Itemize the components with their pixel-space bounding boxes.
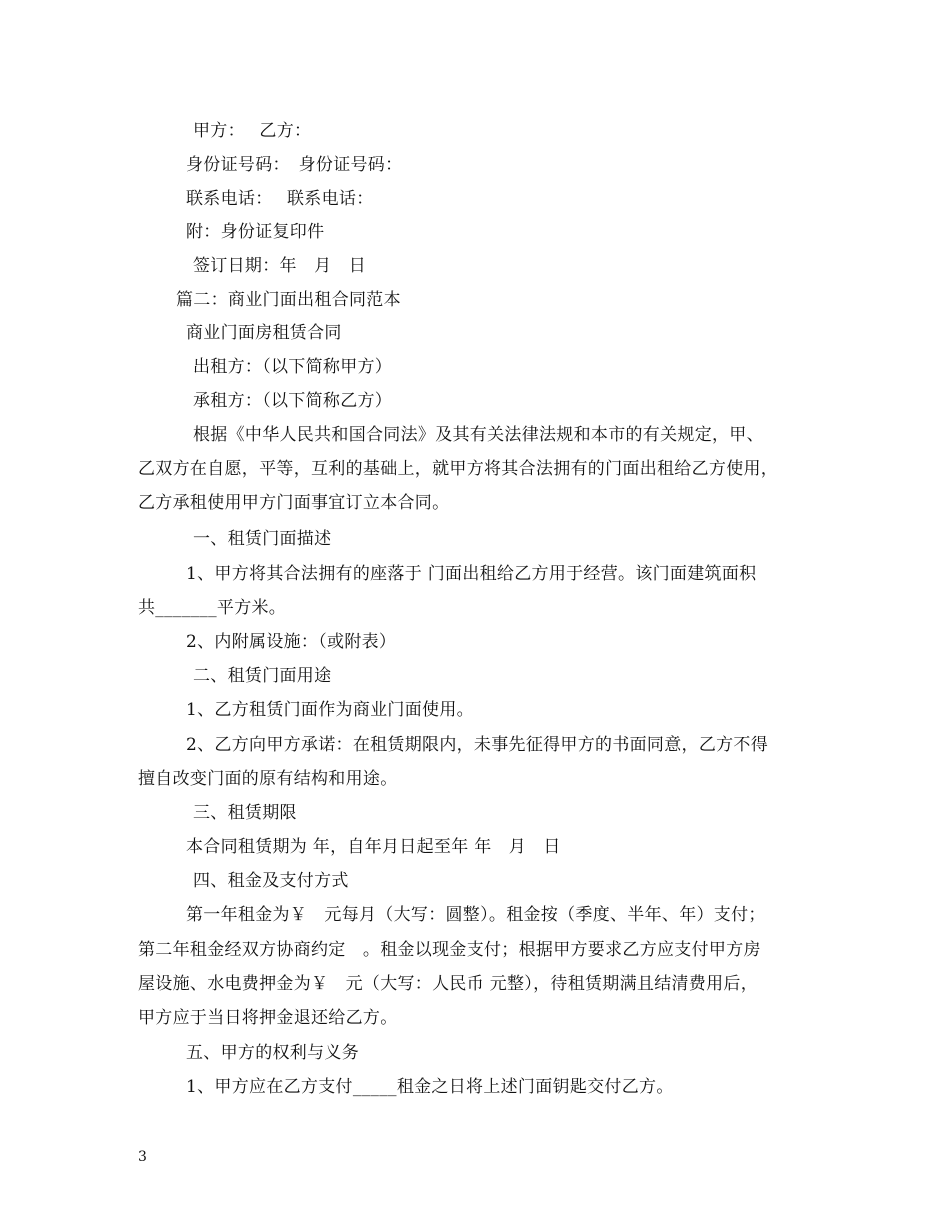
party-a-b-line: 甲方： 乙方：	[193, 121, 312, 141]
phone-line: 联系电话： 联系电话：	[186, 189, 374, 209]
section-title: 篇二：商业门面出租合同范本	[176, 290, 401, 310]
clause-4-1: 第一年租金为￥ 元每月（大写：圆整）。租金按（季度、半年、年）支付；	[186, 905, 766, 925]
paragraph-intro-3: 乙方承租使用甲方门面事宜订立本合同。	[138, 493, 450, 513]
clause-4-2: 第二年租金经双方协商约定 。租金以现金支付；根据甲方要求乙方应支付甲方房	[138, 940, 761, 960]
paragraph-intro-1: 根据《中华人民共和国合同法》及其有关法律法规和本市的有关规定，甲、	[193, 425, 764, 445]
clause-5-1: 1、甲方应在乙方支付_____租金之日将上述门面钥匙交付乙方。	[186, 1077, 674, 1097]
sign-date-line: 签订日期：年 月 日	[193, 256, 366, 276]
id-number-line: 身份证号码： 身份证号码：	[186, 155, 403, 175]
clause-1-2: 2、内附属设施：（或附表）	[186, 632, 397, 652]
lessee-line: 承租方：（以下简称乙方）	[193, 391, 393, 411]
clause-2-2: 2、乙方向甲方承诺：在租赁期限内，未事先征得甲方的书面同意，乙方不得	[186, 735, 769, 755]
page-number: 3	[138, 1149, 147, 1165]
heading-2: 二、租赁门面用途	[193, 666, 332, 686]
clause-1-1: 1、甲方将其合法拥有的座落于 门面出租给乙方用于经营。该门面建筑面积	[186, 564, 757, 584]
paragraph-intro-2: 乙双方在自愿，平等，互利的基础上，就甲方将其合法拥有的门面出租给乙方使用，	[138, 459, 779, 479]
contract-title: 商业门面房租赁合同	[186, 323, 342, 343]
heading-5: 五、甲方的权利与义务	[186, 1043, 359, 1063]
clause-3: 本合同租赁期为 年，自年月日起至年 年 月 日	[186, 837, 561, 857]
heading-1: 一、租赁门面描述	[193, 529, 332, 549]
clause-1-1-cont: 共_______平方米。	[138, 598, 287, 618]
heading-4: 四、租金及支付方式	[193, 871, 349, 891]
heading-3: 三、租赁期限	[193, 803, 297, 823]
clause-2-2-cont: 擅自改变门面的原有结构和用途。	[138, 769, 398, 789]
attachment-line: 附：身份证复印件	[186, 222, 325, 242]
clause-4-3: 屋设施、水电费押金为￥ 元（大写：人民币 元整），待租赁期满且结清费用后，	[138, 974, 759, 994]
clause-4-4: 甲方应于当日将押金退还给乙方。	[138, 1008, 398, 1028]
lessor-line: 出租方：（以下简称甲方）	[193, 357, 393, 377]
clause-2-1: 1、乙方租赁门面作为商业门面使用。	[186, 700, 474, 720]
